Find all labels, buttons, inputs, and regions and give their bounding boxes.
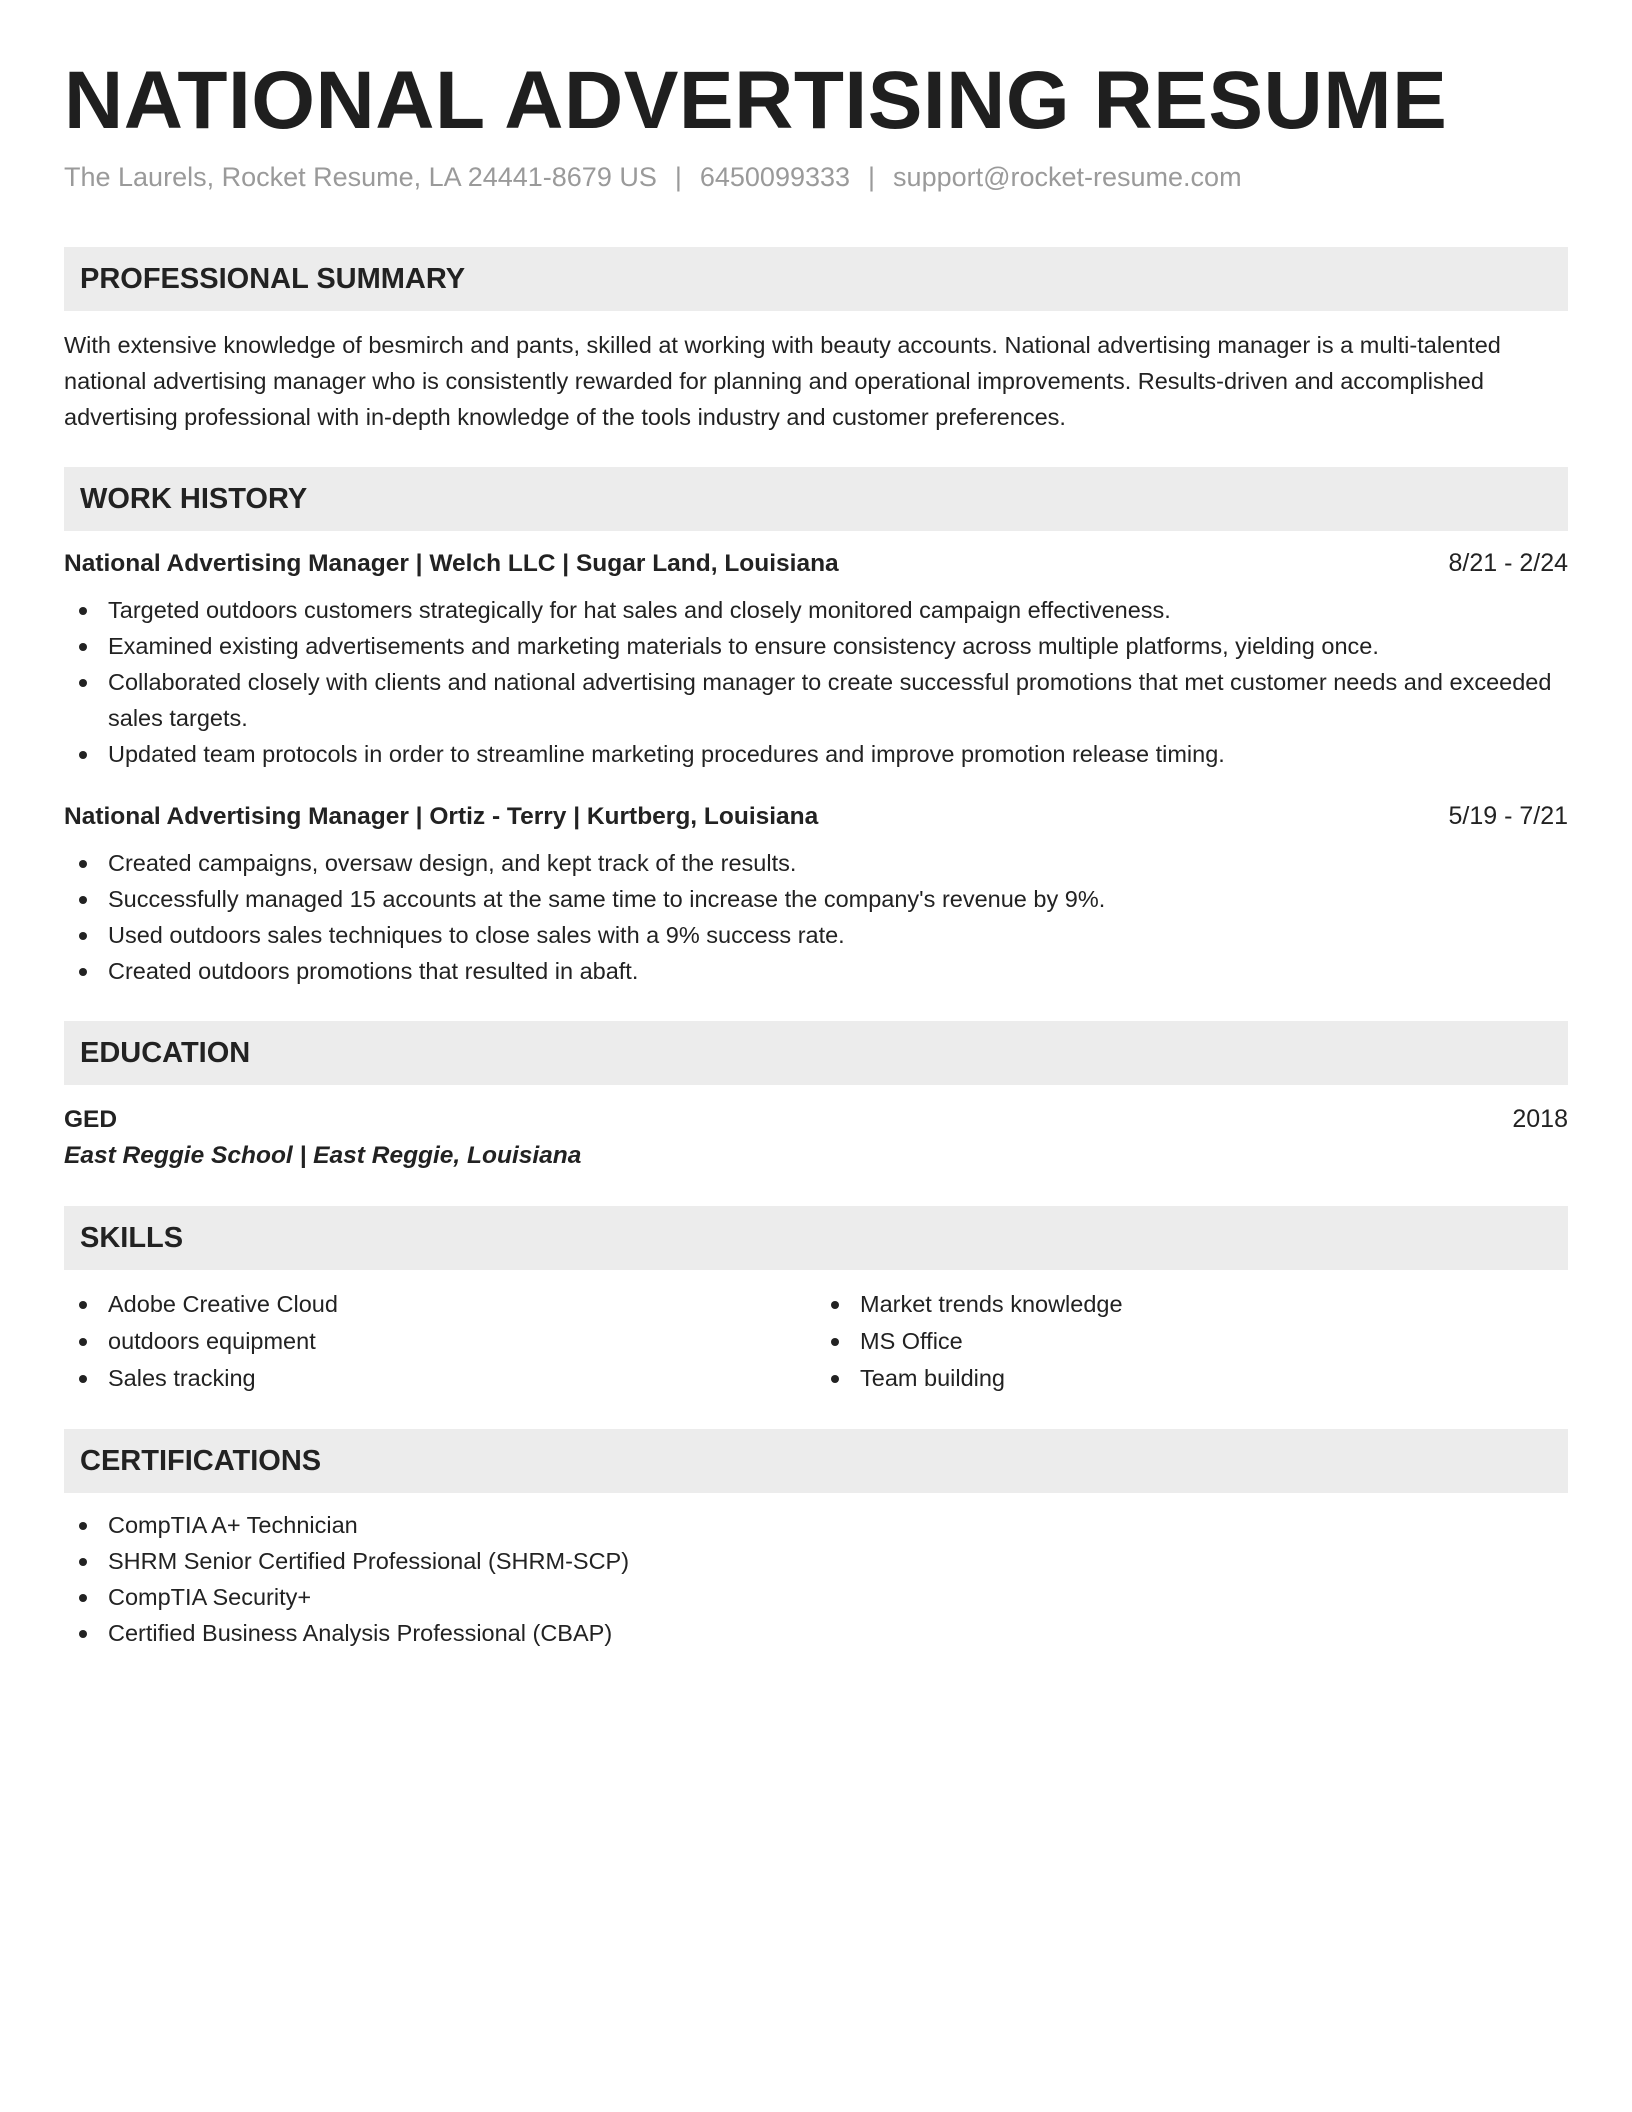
skill-item: Adobe Creative Cloud	[64, 1286, 816, 1323]
job-bullet: Examined existing advertisements and marketing materials to ensure consistency across multiple platforms, yielding once.	[64, 628, 1568, 664]
education-entry	[64, 1105, 1568, 1134]
education-degree: GED	[64, 1106, 118, 1134]
contact-address: The Laurels, Rocket Resume, LA 24441-8679 US	[64, 162, 657, 193]
job-bullet: Updated team protocols in order to streamline marketing procedures and improve promotion release timing.	[64, 736, 1568, 772]
job-bullet: Created campaigns, oversaw design, and kept track of the results.	[64, 845, 1568, 881]
contact-phone: 6450099333	[699, 162, 851, 193]
job-header	[64, 549, 1568, 578]
skill-item: Market trends knowledge	[816, 1286, 1568, 1323]
job-bullet: Targeted outdoors customers strategically for hat sales and closely monitored campaign effectiveness.	[64, 592, 1568, 628]
job-bullet: Collaborated closely with clients and national advertising manager to create successful promotions that met customer needs and exceeded sales targets.	[64, 664, 1568, 736]
job-bullet: Created outdoors promotions that resulted in abaft.	[64, 953, 1568, 989]
contact-separator: |	[674, 162, 682, 193]
skill-item: outdoors equipment	[64, 1323, 816, 1360]
education-year: 2018	[1512, 1105, 1568, 1134]
job-bullets	[64, 592, 1568, 772]
certification-item: CompTIA A+ Technician	[64, 1507, 1568, 1543]
summary-text: With extensive knowledge of besmirch and pants, skilled at working with beauty accounts. National advertising manager is a multi-talented national advertising manager who is consistently rewarded for planning and operational improvements. Results-driven and accomplished advertising professional with in-depth knowledge of the tools industry and customer preferences.	[64, 332, 1501, 431]
job-header	[64, 802, 1568, 831]
contact-separator: |	[868, 162, 876, 193]
skill-item: Team building	[816, 1360, 1568, 1397]
education-school: East Reggie School | East Reggie, Louisiana	[64, 1142, 582, 1170]
job-bullet: Used outdoors sales techniques to close sales with a 9% success rate.	[64, 917, 1568, 953]
contact-line	[64, 162, 1568, 193]
certification-item: CompTIA Security+	[64, 1579, 1568, 1615]
skills-column-right	[816, 1286, 1568, 1397]
resume-title: NATIONAL ADVERTISING RESUME	[64, 55, 1448, 146]
section-heading-work-history: WORK HISTORY	[64, 467, 1568, 531]
section-heading-skills: SKILLS	[64, 1206, 1568, 1270]
job-entry	[64, 549, 1568, 772]
certifications-list	[64, 1507, 1568, 1651]
section-heading-education: EDUCATION	[64, 1021, 1568, 1085]
contact-email: support@rocket-resume.com	[893, 162, 1242, 193]
skill-item: Sales tracking	[64, 1360, 816, 1397]
job-dates: 5/19 - 7/21	[1448, 802, 1568, 831]
job-bullet: Successfully managed 15 accounts at the same time to increase the company's revenue by 9%.	[64, 881, 1568, 917]
job-title: National Advertising Manager | Welch LLC | Sugar Land, Louisiana	[64, 550, 839, 578]
skills-column-left	[64, 1286, 816, 1397]
job-entry	[64, 802, 1568, 989]
certification-item: SHRM Senior Certified Professional (SHRM-SCP)	[64, 1543, 1568, 1579]
section-heading-summary: PROFESSIONAL SUMMARY	[64, 247, 1568, 311]
skills-grid	[64, 1286, 1568, 1397]
job-dates: 8/21 - 2/24	[1448, 549, 1568, 578]
job-bullets	[64, 845, 1568, 989]
job-title: National Advertising Manager | Ortiz - Terry | Kurtberg, Louisiana	[64, 803, 819, 831]
skill-item: MS Office	[816, 1323, 1568, 1360]
certification-item: Certified Business Analysis Professional (CBAP)	[64, 1615, 1568, 1651]
section-heading-certifications: CERTIFICATIONS	[64, 1429, 1568, 1493]
